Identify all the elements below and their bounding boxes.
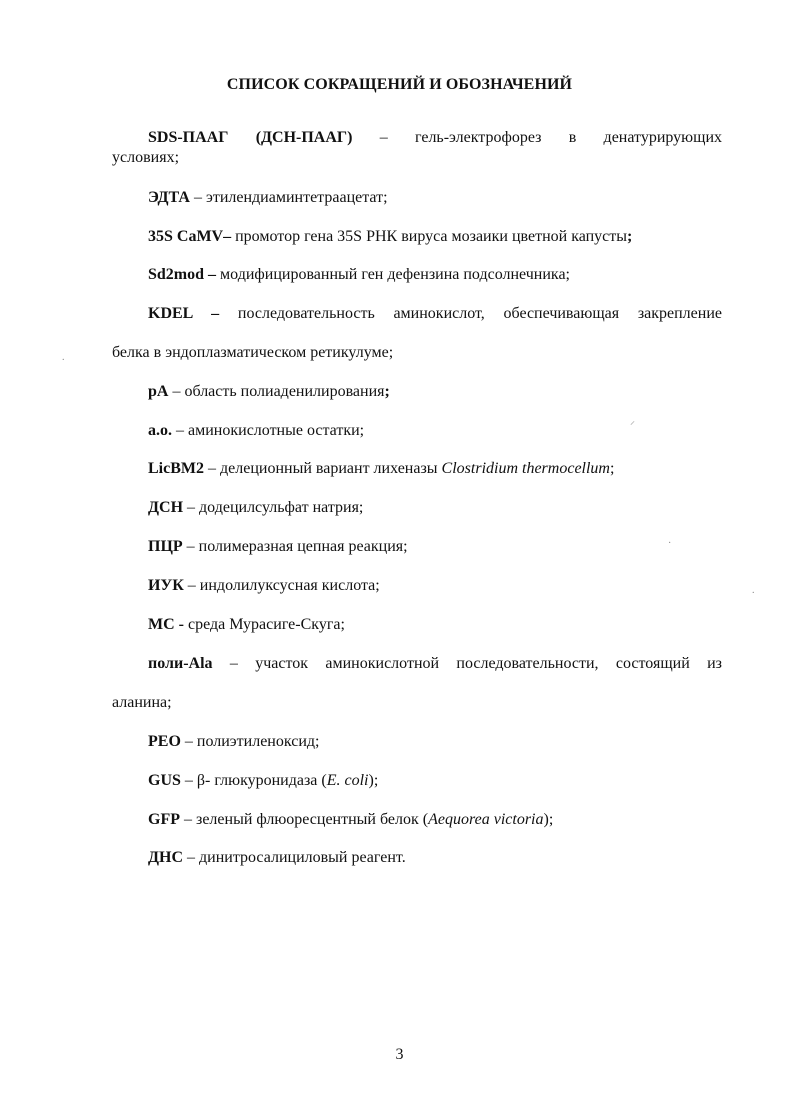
abbreviation-definition: – зеленый флюоресцентный белок ( — [180, 811, 429, 828]
entry-line — [112, 615, 722, 635]
entry-continuation: условиях; — [112, 149, 180, 166]
abbreviation-definition: последовательность аминокислот, обеспечивающая закрепление — [219, 305, 722, 322]
abbreviation-term: ДНС — [148, 849, 184, 866]
entry-line — [112, 304, 722, 324]
scan-speck: ⸝ — [630, 416, 635, 427]
scan-speck: . — [752, 585, 755, 596]
entry-line — [112, 771, 722, 791]
organism-name: Aequorea victoria — [428, 811, 544, 828]
abbreviation-term: ПЦР — [148, 538, 183, 555]
entry-continuation: аланина; — [112, 694, 172, 711]
entry-line — [112, 498, 722, 518]
abbreviation-entry-continuation — [112, 693, 722, 713]
abbreviation-term: поли-Ala — [148, 655, 213, 672]
abbreviation-entry — [112, 128, 722, 168]
entry-line — [112, 848, 722, 868]
entry-line — [112, 576, 722, 596]
abbreviation-entry — [112, 576, 722, 596]
organism-name: E. coli — [326, 772, 369, 789]
abbreviation-entry — [112, 848, 722, 868]
abbreviation-entry — [112, 459, 722, 479]
abbreviation-end: ); — [543, 811, 554, 828]
abbreviation-dash: – — [352, 129, 415, 146]
abbreviation-end: ; — [627, 228, 633, 245]
abbreviation-definition: среда Мурасиге-Скуга; — [183, 616, 345, 633]
abbreviation-entry — [112, 304, 722, 324]
abbreviation-term: pA — [148, 383, 169, 400]
abbreviation-entry — [112, 498, 722, 518]
abbreviation-definition: – β- глюкуронидаза ( — [180, 772, 327, 789]
page-number: 3 — [395, 1046, 404, 1063]
page-title: СПИСОК СОКРАЩЕНИЙ И ОБОЗНАЧЕНИЙ — [226, 76, 573, 93]
entry-line — [112, 128, 722, 148]
abbreviation-term: ИУК — [148, 577, 184, 594]
entry-line — [112, 188, 722, 208]
organism-name: Clostridium thermocellum — [441, 460, 610, 477]
abbreviation-term: а.о. — [148, 422, 172, 439]
entry-line — [112, 810, 722, 830]
abbreviation-definition: – аминокислотные остатки; — [172, 422, 365, 439]
scan-speck: . — [62, 352, 65, 363]
entry-line — [112, 654, 722, 674]
entry-line — [112, 265, 722, 285]
abbreviation-entry — [112, 265, 722, 285]
abbreviation-definition: – индолилуксусная кислота; — [183, 577, 380, 594]
abbreviation-definition: – область полиаденилирования — [168, 383, 385, 400]
abbreviation-definition: гель-электрофорез в денатурирующих — [414, 129, 723, 146]
abbreviation-definition: – участок аминокислотной последовательности, состоящий из — [212, 655, 722, 672]
abbreviation-end: ; — [609, 460, 615, 477]
abbreviation-entry — [112, 615, 722, 635]
abbreviation-term: ЭДТА — [148, 189, 190, 206]
abbreviation-end: ; — [384, 383, 390, 400]
abbreviation-term: SDS-ПААГ (ДСН-ПААГ) — [148, 129, 353, 146]
entry-line — [112, 537, 722, 557]
abbreviation-end: ); — [368, 772, 379, 789]
abbreviation-entry — [112, 732, 722, 752]
entry-continuation: белка в эндоплазматическом ретикулуме; — [112, 344, 394, 361]
scan-speck: · — [668, 538, 672, 549]
abbreviation-entry — [112, 771, 722, 791]
entry-line — [112, 382, 722, 402]
abbreviation-term: GFP — [148, 811, 180, 828]
abbreviation-entry — [112, 382, 722, 402]
entry-line — [112, 732, 722, 752]
entry-line — [112, 227, 722, 247]
abbreviation-definition: промотор гена 35S РНК вируса мозаики цветной капусты — [231, 228, 628, 245]
abbreviation-term: ДСН — [148, 499, 184, 516]
abbreviation-term: Sd2mod – — [148, 266, 217, 283]
abbreviation-entry — [112, 188, 722, 208]
abbreviation-entry — [112, 654, 722, 674]
abbreviation-term: 35S CaMV– — [148, 228, 232, 245]
abbreviation-definition: – додецилсульфат натрия; — [183, 499, 364, 516]
abbreviation-term: GUS — [148, 772, 181, 789]
abbreviation-definition: – полиэтиленоксид; — [180, 733, 320, 750]
abbreviation-entry — [112, 810, 722, 830]
entry-line — [112, 459, 722, 479]
abbreviation-term: LicBM2 — [148, 460, 204, 477]
abbreviation-term: KDEL – — [148, 305, 220, 322]
abbreviation-definition: – полимеразная цепная реакция; — [182, 538, 408, 555]
abbreviation-definition: – динитросалициловый реагент. — [183, 849, 406, 866]
abbreviation-definition: модифицированный ген дефензина подсолнечника; — [216, 266, 570, 283]
abbreviation-term: МС - — [148, 616, 184, 633]
abbreviation-term: PEO — [148, 733, 181, 750]
abbreviation-definition: – делеционный вариант лихеназы — [204, 460, 442, 477]
abbreviation-entry-continuation — [112, 343, 722, 363]
abbreviation-entry — [112, 537, 722, 557]
abbreviation-entry — [112, 227, 722, 247]
abbreviation-definition: – этилендиаминтетраацетат; — [189, 189, 388, 206]
